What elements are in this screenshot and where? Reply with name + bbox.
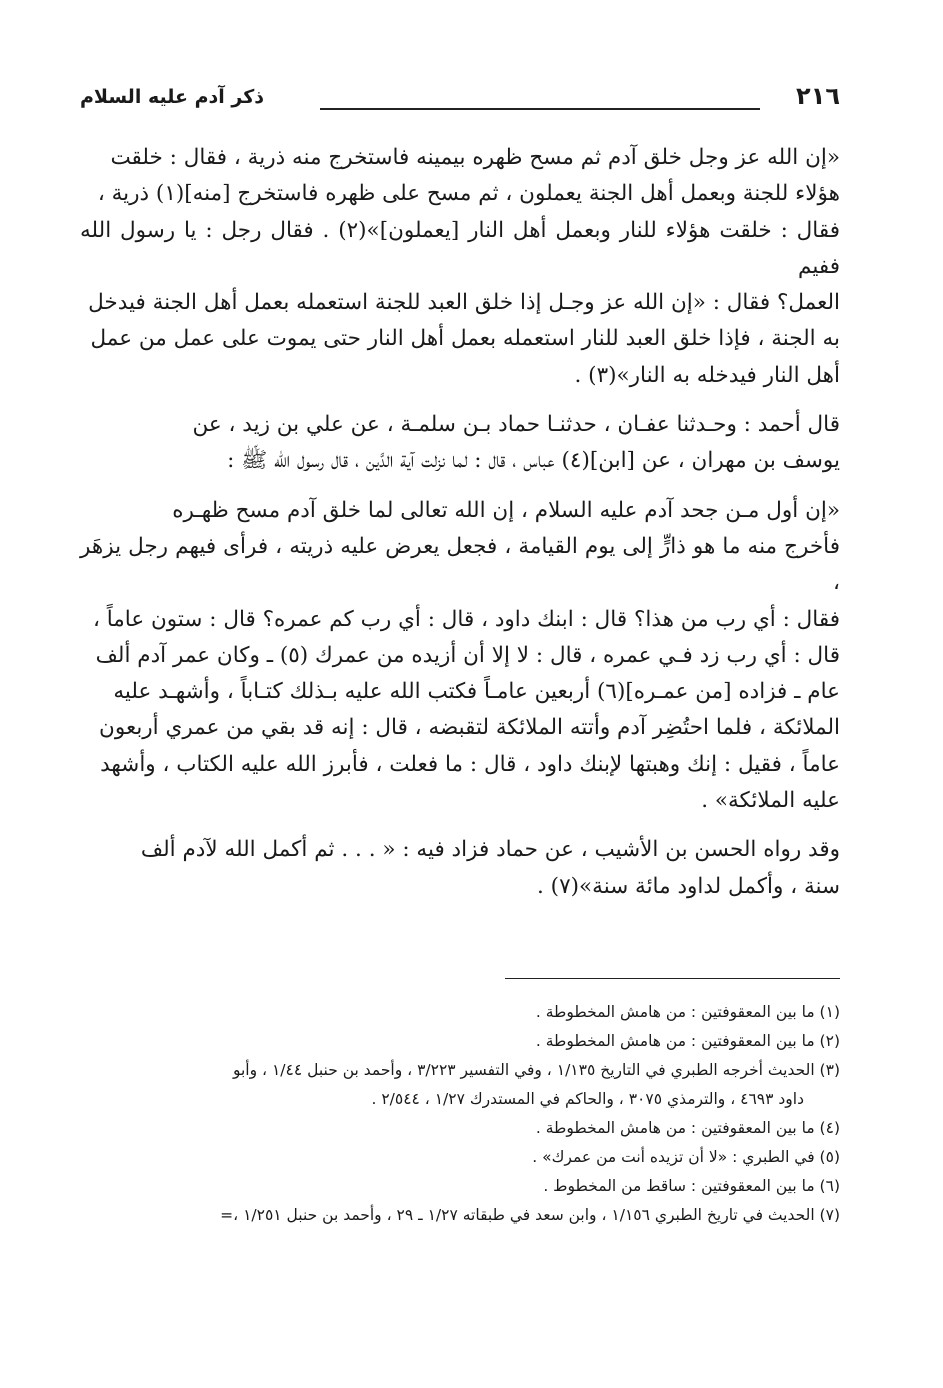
page-number: ٢١٦	[796, 82, 840, 110]
text-line: فقال : خلقت هؤلاء للنار وبعمل أهل النار [يعملون]»(٢) . فقال رجل : يا رسول الله ففيم	[80, 217, 840, 279]
footnote-6: (٦) ما بين المعقوفتين : ساقط من المخطوط .	[543, 1177, 840, 1195]
text-line: سنة ، وأكمل لداود مائة سنة»(٧) .	[537, 873, 840, 899]
footnote-2: (٢) ما بين المعقوفتين : من هامش المخطوطة .	[535, 1032, 840, 1050]
footnote-separator	[505, 978, 840, 979]
footnote-1: (١) ما بين المعقوفتين : من هامش المخطوطة .	[535, 1003, 840, 1021]
text-line: هؤلاء للجنة وبعمل أهل الجنة يعملون ، ثم مسح على ظهره فاستخرج [منه](١) ذرية ،	[97, 181, 840, 207]
text-line: عام ـ فزاده [من عمـره](٦) أربعين عامـاً فكتب الله عليه بـذلك كتـاباً ، وأشهـد عليه	[113, 679, 840, 705]
chapter-title: ذكر آدم عليه السلام	[80, 86, 264, 108]
text-line: به الجنة ، فإذا خلق العبد للنار استعمله بعمل أهل النار حتى يموت على عمل من عمل	[90, 326, 840, 352]
text-line: «إن أول مـن جحد آدم عليه السلام ، إن الله تعالى لما خلق آدم مسح ظهـره	[172, 497, 840, 523]
paragraph-2	[80, 407, 840, 480]
paragraph-1	[80, 140, 840, 394]
paragraph-3	[80, 493, 840, 820]
footnote-5: (٥) في الطبري : «لا أن تزيده أنت من عمرك» .	[532, 1148, 840, 1166]
text-line: فأخرج منه ما هو ذارٍّ إلى يوم القيامة ، فجعل يعرض عليه ذريته ، فرأى فيهم رجل يزهَر ،	[80, 533, 840, 596]
text-line: عاماً ، فقيل : إنك وهبتها لإبنك داود ، قال : ما فعلت ، فأبرز الله عليه الكتاب ، وأشهد	[100, 751, 840, 777]
footnote-4: (٤) ما بين المعقوفتين : من هامش المخطوطة .	[535, 1119, 840, 1137]
text-line: عليه الملائكة» .	[701, 788, 840, 814]
page-header	[80, 82, 840, 122]
footnote-7: (٧) الحديث في تاريخ الطبري ١/١٥٦ ، وابن سعد في طبقاته ١/٢٧ ـ ٢٩ ، وأحمد بن حنبل ١/٢٥١ ،=	[220, 1206, 840, 1224]
text-line: وقد رواه الحسن بن الأشيب ، عن حماد فزاد فيه : « . . . ثم أكمل الله لآدم ألف	[140, 837, 840, 863]
text-line: قال : أي رب زد فـي عمره ، قال : لا إلا أن أزيده من عمرك (٥) ـ وكان عمر آدم ألف	[95, 642, 840, 668]
paragraph-4	[80, 832, 840, 905]
text-line: العمل؟ فقال : «إن الله عز وجـل إذا خلق العبد للجنة استعمله بعمل أهل الجنة فيدخل	[88, 290, 840, 316]
main-text	[80, 140, 840, 905]
footnote-3-continued: داود ٤٦٩٣ ، والترمذي ٣٠٧٥ ، والحاكم في المستدرك ١/٢٧ ، ٢/٥٤٤ .	[371, 1090, 804, 1108]
footnotes	[80, 998, 840, 1230]
text-line: «إن الله عز وجل خلق آدم ثم مسح ظهره بيمينه فاستخرج منه ذرية ، فقال : خلقت	[110, 145, 840, 170]
text-line: فقال : أي رب من هذا؟ قال : ابنك داود ، قال : أي رب كم عمره؟ قال : ستون عاماً ،	[92, 606, 840, 632]
header-rule	[320, 108, 760, 110]
text-line: يوسف بن مهران ، عن [ابن](٤) عباس ، قال : لما نزلت آية الدَّين ، قال رسول الله ﷺ :	[227, 448, 840, 474]
text-line: الملائكة ، فلما احتُضِر آدم وأتته الملائكة لتقبضه ، قال : إنه قد بقي من عمري أربعون	[99, 715, 840, 741]
text-line: قال أحمد : وحـدثنا عفـان ، حدثنـا حماد بـن سلمـة ، عن علي بن زيد ، عن	[192, 412, 840, 438]
text-line: أهل النار فيدخله به النار»(٣) .	[574, 362, 840, 388]
footnote-3: (٣) الحديث أخرجه الطبري في التاريخ ١/١٣٥ ، وفي التفسير ٣/٢٢٣ ، وأحمد بن حنبل ١/٤٤ ، وأبو	[232, 1061, 840, 1079]
